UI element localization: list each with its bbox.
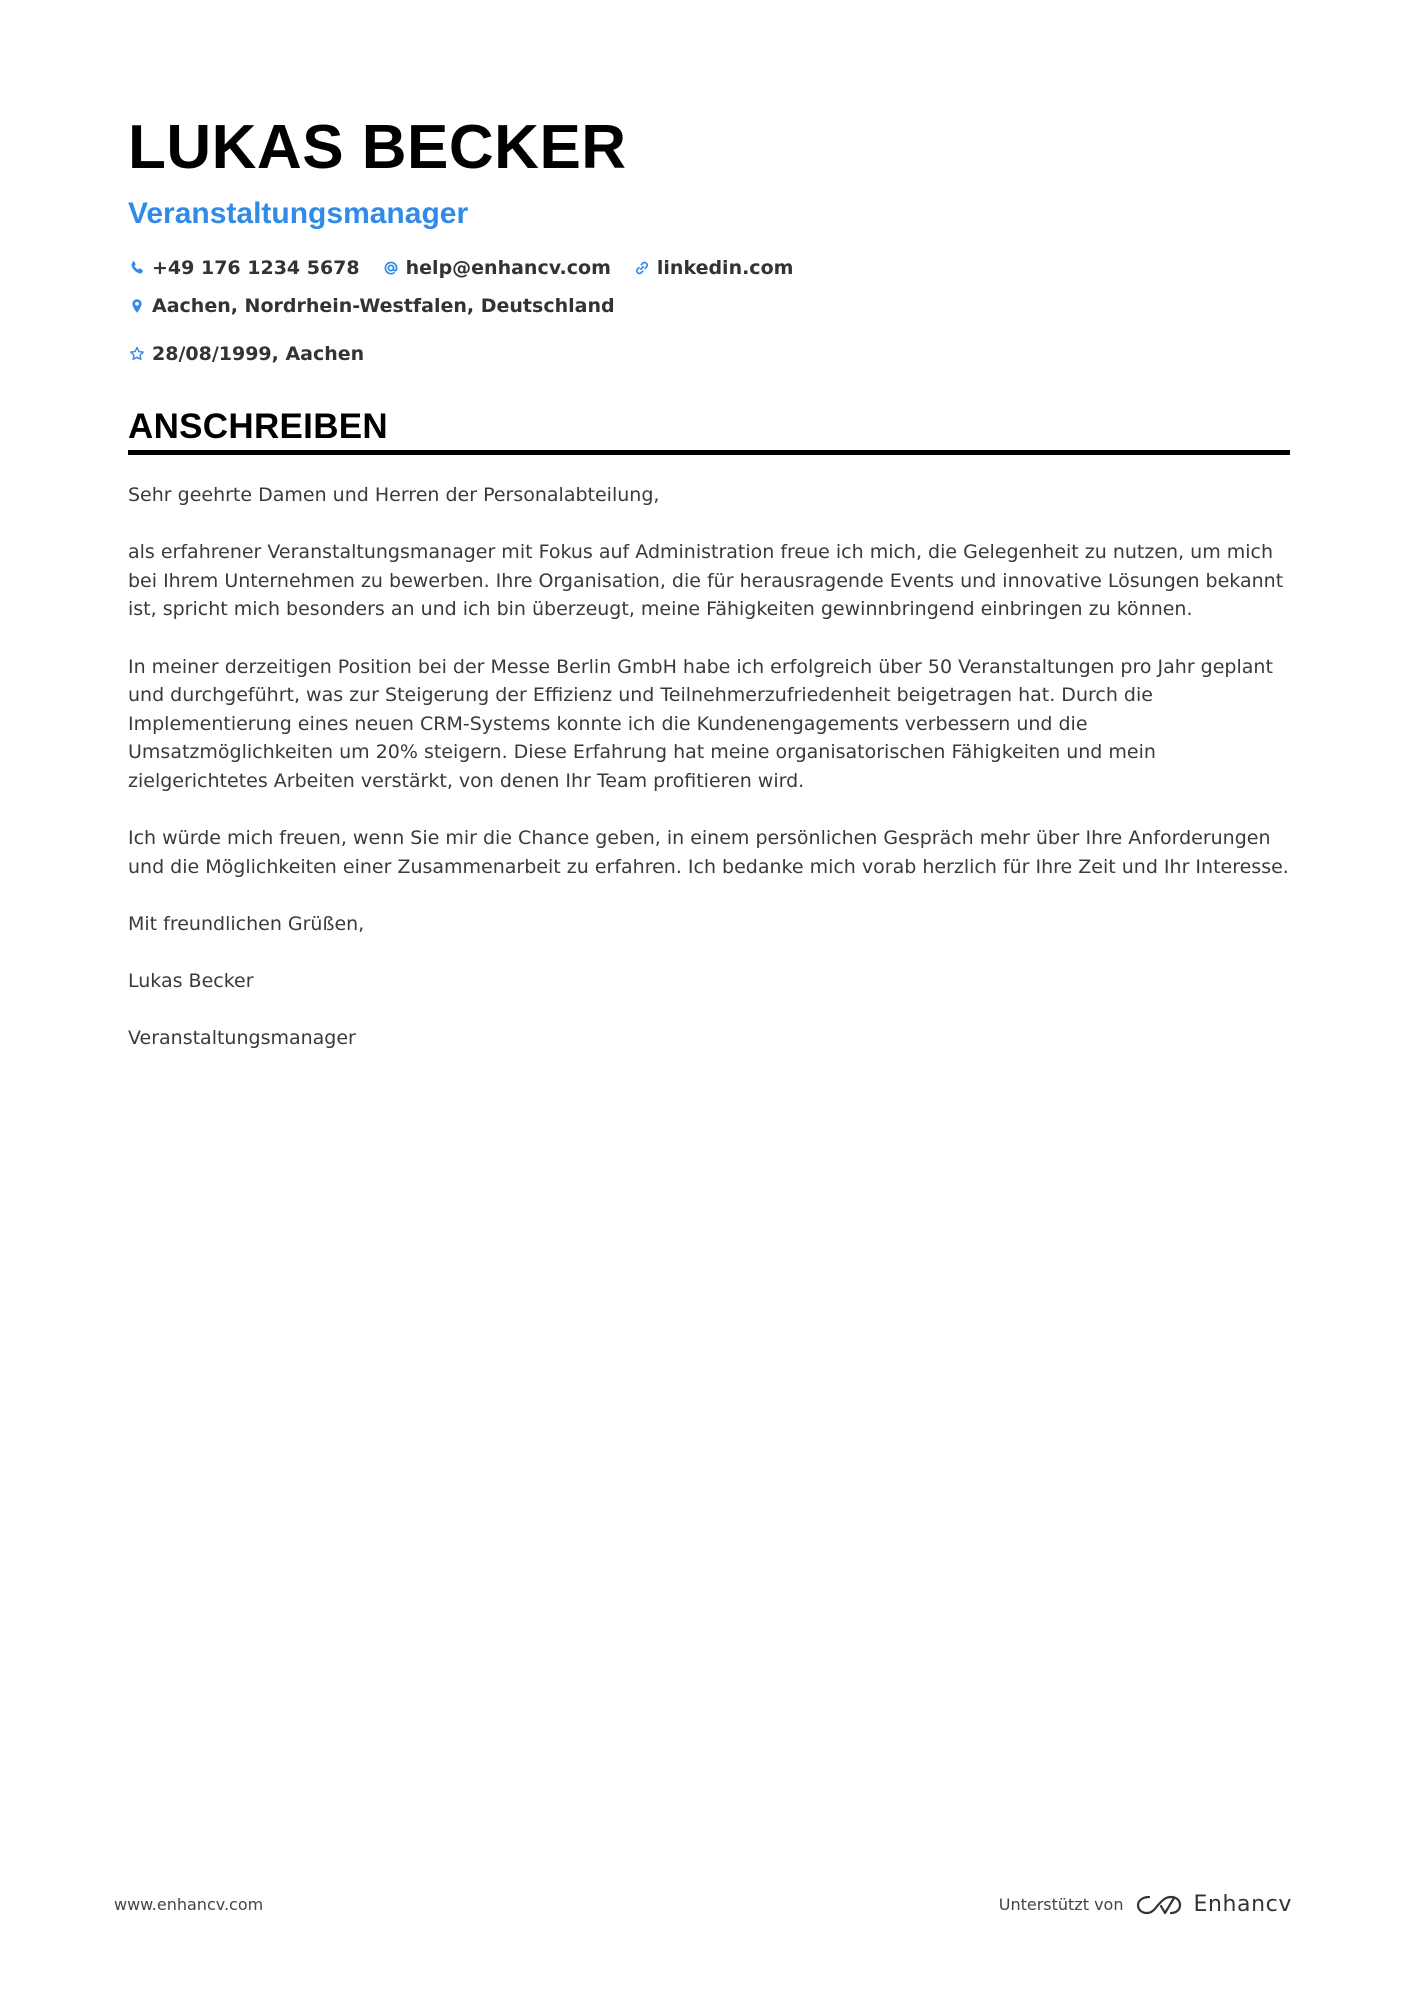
location-value: Aachen, Nordrhein-Westfalen, Deutschland [152, 295, 615, 317]
letter-signature-role: Veranstaltungsmanager [128, 1027, 356, 1050]
footer-website[interactable]: www.enhancv.com [114, 1895, 264, 1914]
letter-body [128, 481, 1290, 1053]
powered-by-label: Unterstützt von [998, 1895, 1124, 1914]
section-divider [128, 450, 1290, 455]
candidate-name: LUKAS BECKER [128, 113, 627, 182]
letter-paragraph: In meiner derzeitigen Position bei der Messe Berlin GmbH habe ich erfolgreich über 50 Veranstaltungen pro Jahr geplant und durchgeführt, was zur Steigerung der Effizienz und Teilnehmerzufriedenheit beigetragen hat. Durch die Implementierung eines neuen CRM-Systems konnte ich die Kundenengagements verbessern und die Umsatzmöglichkeiten um 20% steigern. Diese Erfahrung hat meine organisatorischen Fähigkeiten und mein zielgerichtetes Arbeiten verstärkt, von denen Ihr Team profitieren wird. [128, 655, 1273, 792]
section-title: ANSCHREIBEN [128, 407, 388, 446]
at-icon [382, 259, 400, 277]
location-pin-icon [128, 297, 146, 315]
linkedin-value: linkedin.com [656, 257, 794, 279]
enhancv-logo-icon [1135, 1892, 1183, 1918]
letter-salutation: Sehr geehrte Damen und Herren der Personalabteilung, [128, 484, 660, 506]
contact-phone [128, 254, 360, 282]
phone-value: +49 176 1234 5678 [152, 257, 360, 279]
contact-list [128, 254, 1278, 368]
header [128, 108, 1288, 368]
candidate-role: Veranstaltungsmanager [128, 197, 469, 230]
contact-linkedin[interactable] [633, 254, 794, 282]
letter-closing: Mit freundlichen Grüßen, [128, 912, 365, 935]
letter-paragraph: Ich würde mich freuen, wenn Sie mir die Chance geben, in einem persönlichen Gespräch mehr über Ihre Anforderungen und die Möglichkeiten einer Zusammenarbeit zu erfahren. Ich bedanke mich vorab herzlich für Ihre Zeit und Ihr Interesse. [128, 827, 1289, 878]
link-icon [633, 259, 651, 277]
brand-name: Enhancv [1193, 1892, 1292, 1917]
contact-birth [128, 340, 364, 368]
letter-paragraph: als erfahrener Veranstaltungsmanager mit Fokus auf Administration freue ich mich, die Gelegenheit zu nutzen, um mich bei Ihrem Unternehmen zu bewerben. Ihre Organisation, die für herausragende Events und innovative Lösungen bekannt ist, spricht mich besonders an und ich bin überzeugt, meine Fähigkeiten gewinnbringend einbringen zu können. [128, 541, 1284, 621]
contact-location [128, 292, 615, 320]
phone-icon [128, 259, 146, 277]
star-icon [128, 345, 146, 363]
contact-email[interactable] [382, 254, 611, 282]
birth-value: 28/08/1999, Aachen [152, 343, 365, 365]
email-value: help@enhancv.com [405, 257, 611, 279]
letter-signature-name: Lukas Becker [128, 970, 254, 993]
footer-branding[interactable] [999, 1892, 1292, 1918]
cover-letter-section [128, 404, 1290, 1081]
